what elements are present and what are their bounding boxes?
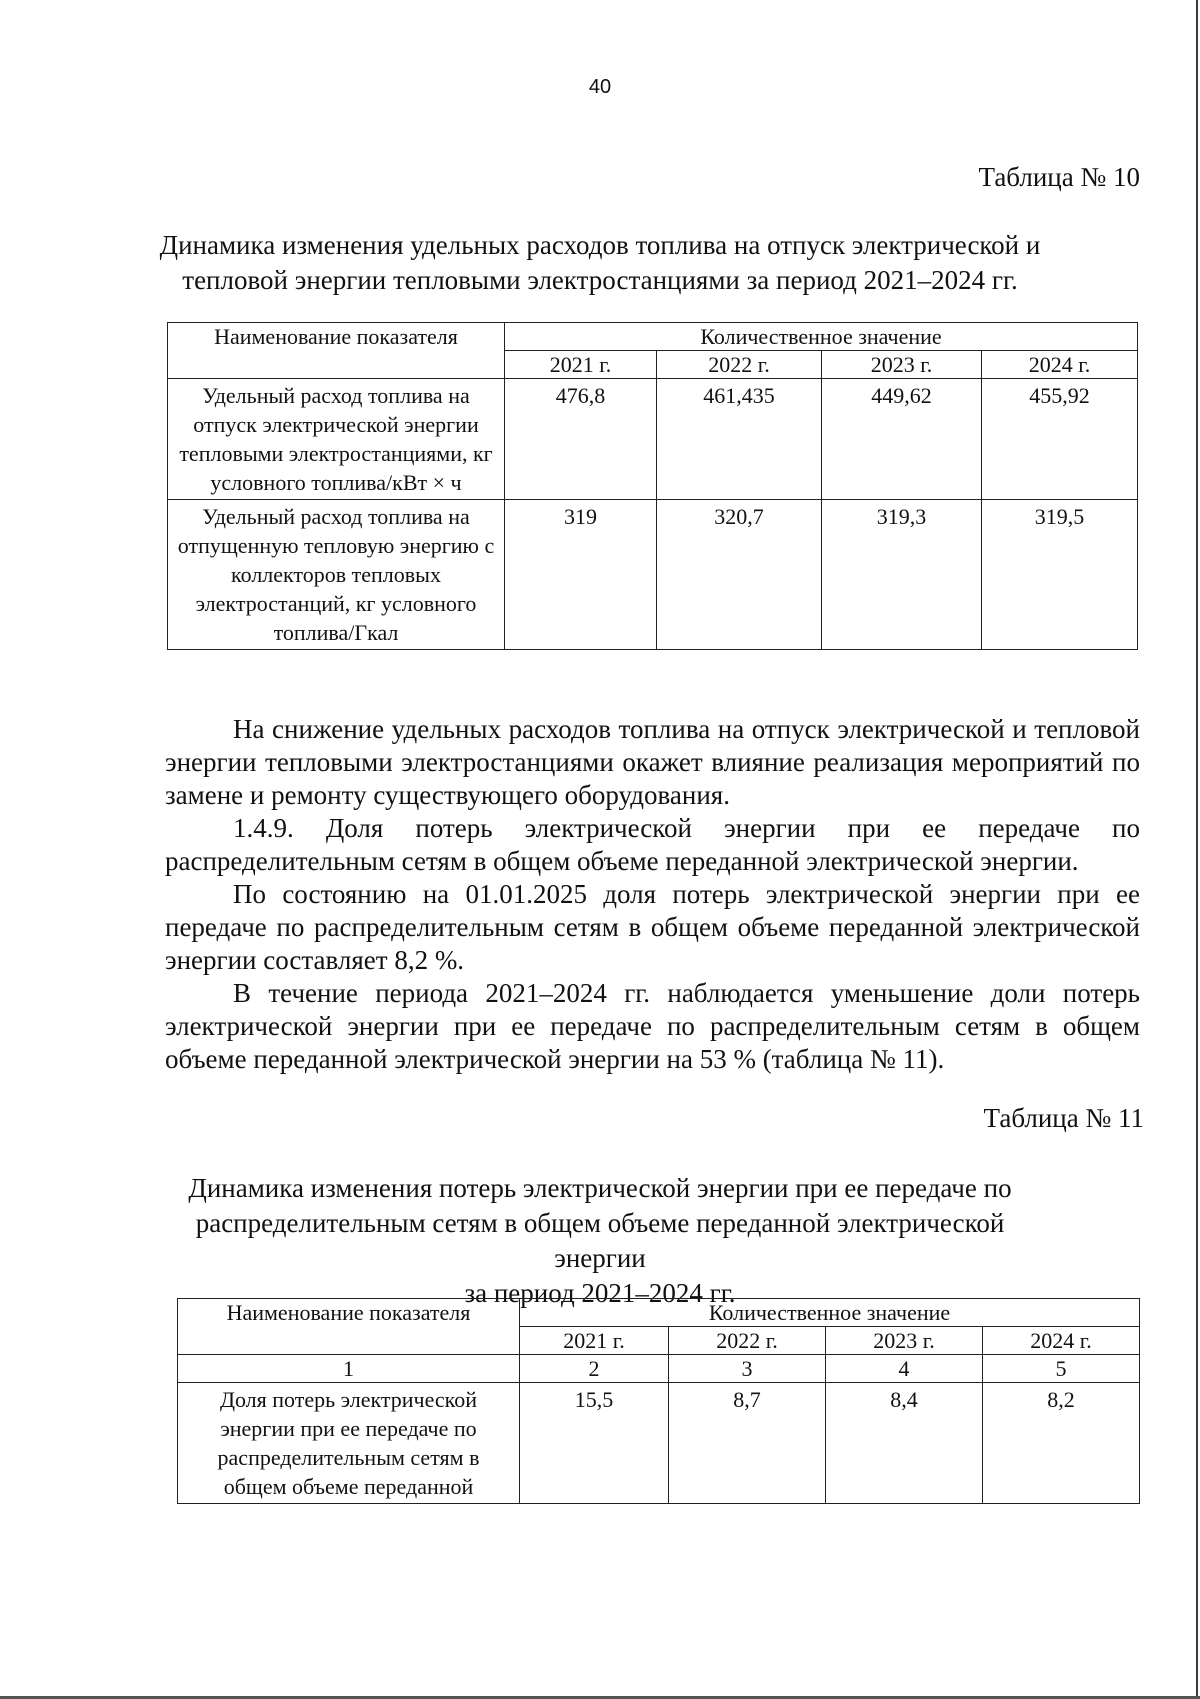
paragraph-2: 1.4.9. Доля потерь электрической энергии при ее передаче по распределительным сетям в общем объеме переданной электрической энергии. [165, 813, 1140, 876]
table11-row1-name: Доля потерь электрической энергии при ее передаче по распределительным сетям в общем объеме переданной [178, 1383, 520, 1504]
table10-row1-value-2024: 455,92 [982, 379, 1138, 500]
table11-colnum-5: 5 [983, 1355, 1140, 1383]
table10-col-group: Количественное значение [505, 323, 1138, 351]
table11 [177, 1298, 1140, 1504]
table11-colnum-4: 4 [826, 1355, 983, 1383]
table11-row1-value-2022: 8,7 [669, 1383, 826, 1504]
table10-caption-line2: тепловой энергии тепловыми электростанциями за период 2021–2024 гг. [182, 265, 1018, 295]
table11-caption-line3: за период 2021–2024 гг. [464, 1278, 736, 1308]
table11-header-row [178, 1299, 1140, 1327]
table11-col-name: Наименование показателя [178, 1299, 520, 1355]
table11-row1-value-2024: 8,2 [983, 1383, 1140, 1504]
table11-caption-line2: распределительным сетям в общем объеме переданной электрической энергии [195, 1208, 1005, 1273]
table11-year-2021: 2021 г. [520, 1327, 669, 1355]
table11-year-2024: 2024 г. [983, 1327, 1140, 1355]
table10-year-2024: 2024 г. [982, 351, 1138, 379]
table10-row1-value-2023: 449,62 [822, 379, 982, 500]
paragraph-3: По состоянию на 01.01.2025 доля потерь электрической энергии при ее передаче по распределительным сетям в общем объеме переданной электрической энергии составляет 8,2 %. [165, 879, 1140, 975]
table10-year-2022: 2022 г. [657, 351, 822, 379]
table-row [168, 500, 1138, 650]
table10 [167, 322, 1138, 650]
table10-year-2023: 2023 г. [822, 351, 982, 379]
table11-year-2022: 2022 г. [669, 1327, 826, 1355]
table10-row1-value-2021: 476,8 [505, 379, 657, 500]
paragraph-1: На снижение удельных расходов топлива на отпуск электрической и тепловой энергии тепловыми электростанциями окажет влияние реализация мероприятий по замене и ремонту существующего оборудования. [165, 714, 1140, 810]
table10-header-row [168, 323, 1138, 351]
body-text [165, 713, 1140, 1076]
table11-row1-value-2021: 15,5 [520, 1383, 669, 1504]
table10-row2-name: Удельный расход топлива на отпущенную тепловую энергию с коллекторов тепловых электростанций, кг условного топлива/Гкал [168, 500, 505, 650]
table10-year-2021: 2021 г. [505, 351, 657, 379]
table11-colnum-1: 1 [178, 1355, 520, 1383]
table11-colnum-3: 3 [669, 1355, 826, 1383]
table-row [178, 1383, 1140, 1504]
table11-year-2023: 2023 г. [826, 1327, 983, 1355]
table11-row1-value-2023: 8,4 [826, 1383, 983, 1504]
page-number: 40 [588, 76, 612, 98]
table10-row2-value-2022: 320,7 [657, 500, 822, 650]
table11-label: Таблица № 11 [983, 1103, 1144, 1133]
table10-caption-line1: Динамика изменения удельных расходов топлива на отпуск электрической и [159, 230, 1041, 260]
table11-colnum-row [178, 1355, 1140, 1383]
paragraph-4: В течение периода 2021–2024 гг. наблюдается уменьшение доли потерь электрической энергии при ее передаче по распределительным сетям в общем объеме переданной электрической энергии на 53 % (таблица № 11). [165, 978, 1140, 1074]
table10-caption [150, 228, 1050, 298]
table-row [168, 379, 1138, 500]
table11-col-group: Количественное значение [520, 1299, 1140, 1327]
table10-row1-value-2022: 461,435 [657, 379, 822, 500]
table11-caption-line1: Динамика изменения потерь электрической энергии при ее передаче по [188, 1173, 1012, 1203]
scan-edge-right [1196, 0, 1198, 1699]
table10-row2-value-2023: 319,3 [822, 500, 982, 650]
table10-row1-name: Удельный расход топлива на отпуск электрической энергии тепловыми электростанциями, кг условного топлива/кВт × ч [168, 379, 505, 500]
table11-caption [150, 1171, 1050, 1311]
table10-label: Таблица № 10 [978, 162, 1140, 192]
table11-colnum-2: 2 [520, 1355, 669, 1383]
table10-col-name: Наименование показателя [168, 323, 505, 379]
table10-row2-value-2024: 319,5 [982, 500, 1138, 650]
table10-row2-value-2021: 319 [505, 500, 657, 650]
